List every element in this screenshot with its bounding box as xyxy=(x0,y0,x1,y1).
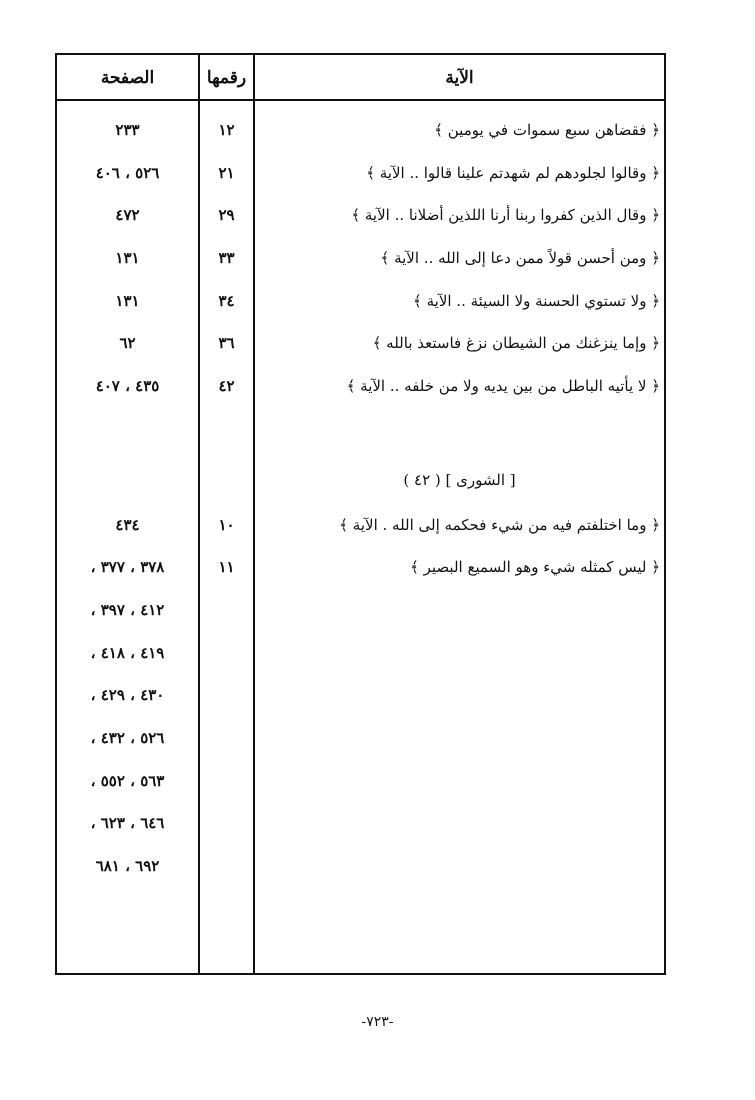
ayah-text: ﴿ وقالوا لجلودهم لم شهدتم علينا قالوا .. الآية ﴾ xyxy=(366,164,660,182)
table-row xyxy=(57,371,664,401)
header-divider xyxy=(57,99,664,101)
table-row xyxy=(57,286,664,316)
ayah-text: ﴿ وما اختلفتم فيه من شيء فحكمه إلى الله . الآية ﴾ xyxy=(339,516,660,534)
page-number-footer: -٧٢٣- xyxy=(361,1014,394,1030)
table-row xyxy=(57,243,664,273)
header-number: رقمها xyxy=(206,68,247,88)
page-numbers: ١٣١ xyxy=(115,249,140,267)
table-row xyxy=(57,200,664,230)
page-numbers: ٥٢٦ ، ٤٠٦ xyxy=(95,164,160,182)
page-numbers: ٤١٢ ، ٣٩٧ ، xyxy=(90,601,165,619)
ayah-number: ٤٢ xyxy=(218,377,235,395)
page-numbers: ٤١٩ ، ٤١٨ ، xyxy=(90,644,165,662)
ayah-text: ﴿ وإما ينزغنك من الشيطان نزغ فاستعذ بالله ﴾ xyxy=(372,334,660,352)
header-ayah: الآية xyxy=(445,68,474,88)
page-numbers: ٥٦٣ ، ٥٥٢ ، xyxy=(90,772,165,790)
table-row xyxy=(57,510,664,540)
header-page: الصفحة xyxy=(100,68,155,88)
ayah-number: ١١ xyxy=(218,558,235,576)
table-row xyxy=(57,851,664,881)
page-numbers: ٣٧٨ ، ٣٧٧ ، xyxy=(90,558,165,576)
table-row xyxy=(57,638,664,668)
surah-heading: [ الشورى ] ( ٤٢ ) xyxy=(403,471,516,489)
table-row xyxy=(57,115,664,145)
table-row xyxy=(57,595,664,625)
page-numbers: ٦٩٢ ، ٦٨١ xyxy=(95,857,160,875)
ayah-text: ﴿ ليس كمثله شيء وهو السميع البصير ﴾ xyxy=(410,558,660,576)
page-numbers: ٤٣٠ ، ٤٢٩ ، xyxy=(90,686,165,704)
ayah-text: ﴿ فقضاهن سبع سموات في يومين ﴾ xyxy=(434,121,660,139)
page-numbers: ٦٤٦ ، ٦٢٣ ، xyxy=(90,814,165,832)
ayah-text: ﴿ ومن أحسن قولاً ممن دعا إلى الله .. الآية ﴾ xyxy=(380,249,660,267)
page-numbers: ٤٣٥ ، ٤٠٧ xyxy=(95,377,160,395)
page-numbers: ٥٢٦ ، ٤٣٢ ، xyxy=(90,729,165,747)
page-numbers: ٤٧٢ xyxy=(115,206,140,224)
table-row xyxy=(57,680,664,710)
page-numbers: ١٣١ xyxy=(115,292,140,310)
page-numbers: ٤٣٤ xyxy=(115,516,140,534)
ayah-number: ٢٩ xyxy=(218,206,235,224)
table-row xyxy=(57,552,664,582)
ayah-text: ﴿ لا يأتيه الباطل من بين يديه ولا من خلفه .. الآية ﴾ xyxy=(346,377,660,395)
index-table xyxy=(55,53,666,975)
page-numbers: ٢٣٣ xyxy=(115,121,140,139)
table-row xyxy=(57,766,664,796)
ayah-number: ١٠ xyxy=(218,516,235,534)
ayah-number: ١٢ xyxy=(218,121,235,139)
table-row xyxy=(57,723,664,753)
table-row xyxy=(57,158,664,188)
ayah-number: ٣٤ xyxy=(218,292,235,310)
table-row xyxy=(57,328,664,358)
table-row xyxy=(57,808,664,838)
ayah-text: ﴿ ولا تستوي الحسنة ولا السيئة .. الآية ﴾ xyxy=(413,292,660,310)
ayah-text: ﴿ وقال الذين كفروا ربنا أرنا اللذين أضلانا .. الآية ﴾ xyxy=(351,206,660,224)
ayah-number: ٢١ xyxy=(218,164,235,182)
page-numbers: ٦٢ xyxy=(119,334,136,352)
ayah-number: ٣٣ xyxy=(218,249,235,267)
ayah-number: ٣٦ xyxy=(218,334,235,352)
